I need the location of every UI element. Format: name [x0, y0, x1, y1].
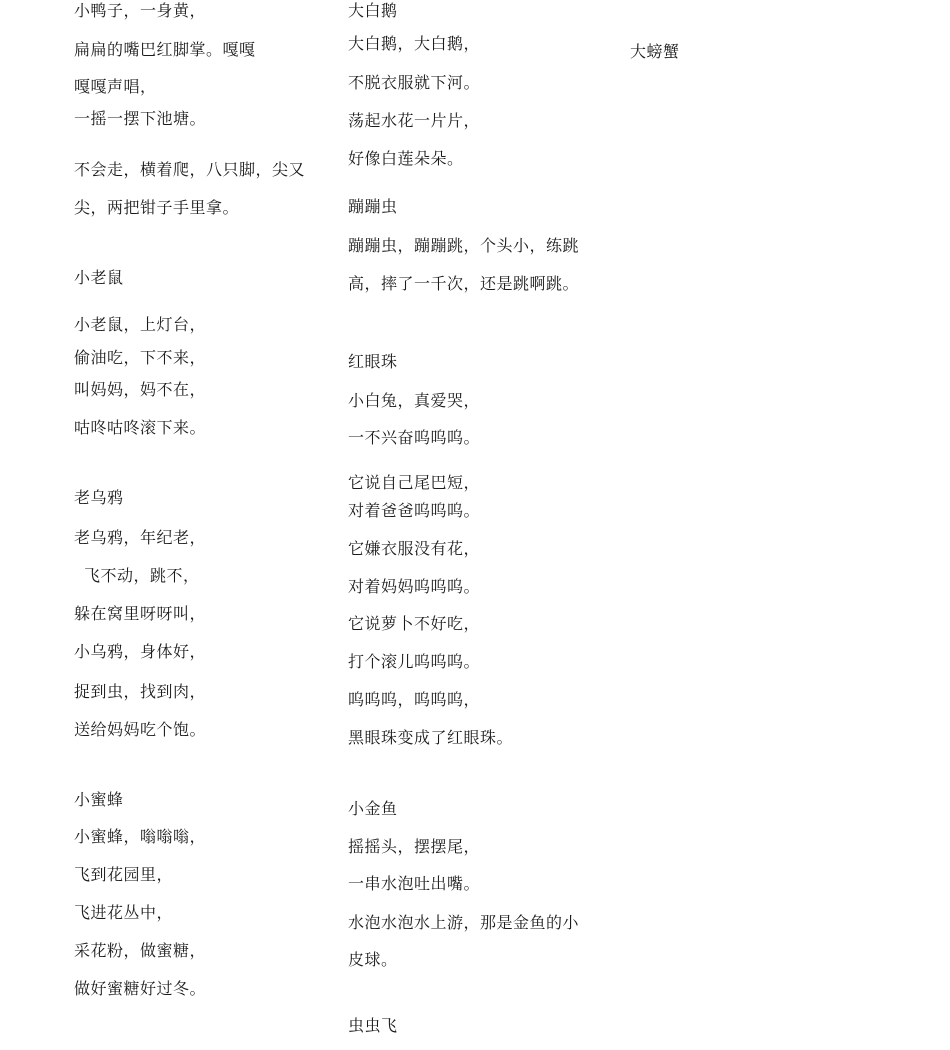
poem-line: 小蜜蜂，嗡嗡嗡，	[74, 827, 207, 846]
poem-line: 偷油吃，下不来，	[74, 348, 207, 367]
poem-line: 小老鼠，上灯台，	[74, 315, 207, 334]
poem-line: 不脱衣服就下河。	[348, 73, 481, 92]
poem-title: 小金鱼	[348, 799, 398, 818]
poem-line: 咕咚咕咚滚下来。	[74, 418, 207, 437]
poem-line: 它说萝卜不好吃，	[348, 614, 481, 633]
poem-line: 一不兴奋呜呜呜。	[348, 428, 481, 447]
poem-line: 摇摇头，摆摆尾，	[348, 837, 481, 856]
poem-line: 它说自己尾巴短，	[348, 473, 481, 492]
poem-line: 高，摔了一千次，还是跳啊跳。	[348, 274, 580, 293]
poem-line: 黑眼珠变成了红眼珠。	[348, 728, 514, 747]
poem-line: 做好蜜糖好过冬。	[74, 979, 207, 998]
poem-title: 小蜜蜂	[74, 790, 124, 809]
poem-line: 呜呜呜，呜呜呜，	[348, 690, 481, 709]
poem-line: 大白鹅，大白鹅，	[348, 34, 481, 53]
poem-line: 小乌鸦，身体好，	[74, 642, 207, 661]
poem-line: 捉到虫，找到肉，	[74, 682, 207, 701]
poem-line: 水泡水泡水上游，那是金鱼的小	[348, 913, 580, 932]
poem-line: 飞进花丛中，	[74, 903, 174, 922]
poem-title: 蹦蹦虫	[348, 197, 398, 216]
poem-line: 皮球。	[348, 950, 398, 969]
poem-line: 荡起水花一片片，	[348, 111, 481, 130]
poem-title: 小老鼠	[74, 268, 124, 287]
poem-title: 大螃蟹	[630, 42, 680, 61]
poem-line: 对着妈妈呜呜呜。	[348, 577, 481, 596]
poem-line: 送给妈妈吃个饱。	[74, 720, 207, 739]
poem-line: 尖，两把钳子手里拿。	[74, 198, 240, 217]
poem-line: 采花粉，做蜜糖，	[74, 941, 207, 960]
poem-line: 嘎嘎声唱，	[74, 77, 157, 96]
poem-line: 蹦蹦虫，蹦蹦跳，个头小，练跳	[348, 236, 580, 255]
poem-line: 小白兔，真爱哭，	[348, 391, 481, 410]
poem-line: 躲在窝里呀呀叫，	[74, 604, 207, 623]
poem-line: 叫妈妈，妈不在，	[74, 380, 207, 399]
poem-line: 扁扁的嘴巴红脚掌。嘎嘎	[74, 40, 256, 59]
poem-line: 对着爸爸呜呜呜。	[348, 501, 481, 520]
poem-title: 红眼珠	[348, 352, 398, 371]
poem-line: 飞不动，跳不，	[84, 566, 200, 585]
poem-title: 大白鹅	[348, 1, 398, 20]
poem-line: 好像白莲朵朵。	[348, 149, 464, 168]
poem-title: 虫虫飞	[348, 1016, 398, 1035]
poem-line: 一串水泡吐出嘴。	[348, 874, 481, 893]
poem-line: 飞到花园里，	[74, 865, 174, 884]
poem-title: 老乌鸦	[74, 488, 124, 507]
poem-line: 小鸭子，一身黄，	[74, 1, 207, 20]
poem-line: 老乌鸦，年纪老，	[74, 528, 207, 547]
poem-line: 打个滚儿呜呜呜。	[348, 652, 481, 671]
poem-line: 一摇一摆下池塘。	[74, 109, 207, 128]
poem-line: 它嫌衣服没有花，	[348, 539, 481, 558]
poem-line: 不会走，横着爬，八只脚，尖又	[74, 160, 306, 179]
